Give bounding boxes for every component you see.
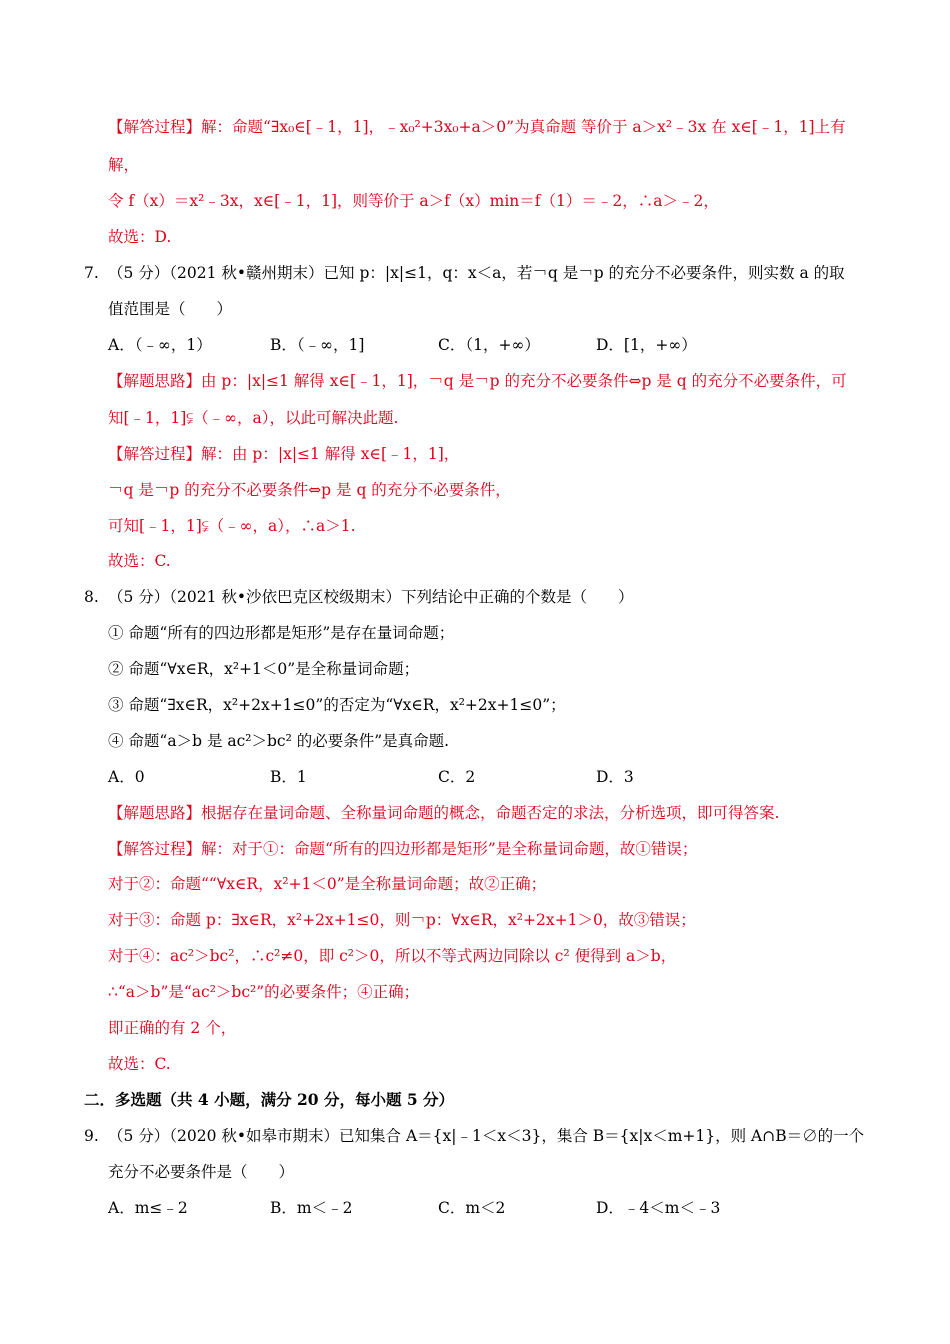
q8-process-line4: 对于④：ac²＞bc²，∴c²≠0，即 c²＞0，所以不等式两边同除以 c² 便得到 a＞b， (108, 947, 677, 965)
q7-process-line2: ￢q 是￢p 的充分不必要条件⇔p 是 q 的充分不必要条件， (108, 481, 511, 499)
q8-item-1: ① 命题“所有的四边形都是矩形”是存在量词命题； (108, 624, 455, 642)
q8-process-line5: ∴“a＞b”是“ac²＞bc²”的必要条件；④正确； (108, 983, 420, 1001)
q8-option-a: A．0 (108, 768, 145, 786)
q9-option-d: D．﹣4＜m＜﹣3 (596, 1199, 721, 1217)
q9-stem-line2: 充分不必要条件是（ ） (108, 1163, 295, 1181)
q7-stem-line2: 值范围是（ ） (108, 300, 233, 318)
q6-process-line1: 【解答过程】解：命题“∃x₀∈[﹣1，1]，﹣x₀²+3x₀+a＞0”为真命题 等价于 a＞x²﹣3x 在 x∈[﹣1，1]上有 (108, 118, 846, 136)
q8-number: 8. (84, 588, 99, 606)
q8-item-4: ④ 命题“a＞b 是 ac²＞bc² 的必要条件”是真命题. (108, 732, 450, 750)
q9-number: 9. (84, 1127, 99, 1145)
q8-item-2: ② 命题“∀x∈R，x²+1＜0”是全称量词命题； (108, 660, 420, 678)
q7-option-c: C．（1，+∞） (438, 336, 540, 354)
q8-stem: （5 分）（2021 秋•沙依巴克区校级期末）下列结论中正确的个数是（ ） (108, 588, 634, 606)
q8-option-b: B．1 (270, 768, 307, 786)
q7-number: 7. (84, 264, 99, 282)
q8-option-d: D．3 (596, 768, 634, 786)
q9-option-b: B．m＜﹣2 (270, 1199, 353, 1217)
q7-option-a: A．（﹣∞，1） (108, 336, 212, 354)
q9-stem-line1: （5 分）（2020 秋•如皋市期末）已知集合 A＝{x|﹣1＜x＜3}，集合 B＝{x|x＜m+1}，则 A∩B＝∅的一个 (108, 1127, 865, 1145)
q8-process-line1: 【解答过程】解：对于①：命题“所有的四边形都是矩形”是全称量词命题，故①错误； (108, 840, 698, 858)
q8-answer: 故选：C. (108, 1055, 171, 1073)
section-2-title: 二．多选题（共 4 小题，满分 20 分，每小题 5 分） (84, 1090, 455, 1109)
q7-answer: 故选：C. (108, 552, 171, 570)
q7-idea-line2: 知[﹣1，1]⫋（﹣∞，a），以此可解决此题. (108, 409, 399, 427)
q7-option-d: D．[1，+∞） (596, 336, 697, 354)
q7-idea-line1: 【解题思路】由 p：|x|≤1 解得 x∈[﹣1，1]，￢q 是￢p 的充分不必要条件⇔p 是 q 的充分不必要条件，可 (108, 372, 847, 390)
q6-answer: 故选：D. (108, 228, 172, 246)
q8-option-c: C．2 (438, 768, 476, 786)
q8-idea: 【解题思路】根据存在量词命题、全称量词命题的概念，命题否定的求法，分析选项，即可得答案. (108, 804, 780, 822)
q8-options (108, 766, 880, 788)
q6-process-line2: 解， (108, 156, 140, 174)
q8-process-line3: 对于③：命题 p：∃x∈R，x²+2x+1≤0，则￢p：∀x∈R，x²+2x+1＞0，故③错误； (108, 911, 696, 929)
q9-options (108, 1197, 880, 1219)
q7-option-b: B．（﹣∞，1] (270, 336, 365, 354)
q8-process-line2: 对于②：命题““∀x∈R，x²+1＜0”是全称量词命题；故②正确； (108, 875, 547, 893)
q7-process-line1: 【解答过程】解：由 p：|x|≤1 解得 x∈[﹣1，1]， (108, 445, 460, 463)
q7-process-line3: 可知[﹣1，1]⫋（﹣∞，a），∴a＞1. (108, 517, 356, 535)
q8-item-3: ③ 命题“∃x∈R，x²+2x+1≤0”的否定为“∀x∈R，x²+2x+1≤0”； (108, 696, 566, 714)
q9-option-c: C．m＜2 (438, 1199, 506, 1217)
q6-process-line3: 令 f（x）＝x²﹣3x，x∈[﹣1，1]，则等价于 a＞f（x）min＝f（1）＝﹣2，∴a＞﹣2， (108, 192, 719, 210)
q8-process-line6: 即正确的有 2 个， (108, 1019, 237, 1037)
q7-stem-line1: （5 分）（2021 秋•赣州期末）已知 p：|x|≤1，q：x＜a，若￢q 是￢p 的充分不必要条件，则实数 a 的取 (108, 264, 845, 282)
q9-option-a: A．m≤﹣2 (108, 1199, 188, 1217)
q7-options (108, 334, 880, 356)
